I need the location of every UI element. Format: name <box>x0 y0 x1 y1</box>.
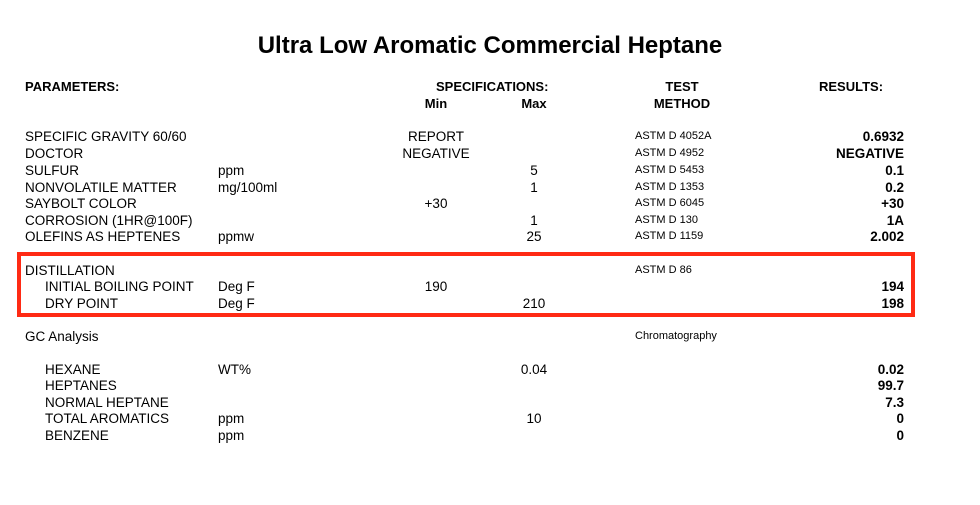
result-cell: +30 <box>881 196 904 211</box>
unit-cell: WT% <box>218 362 251 377</box>
row-saybolt-color <box>0 195 980 212</box>
spec-max-cell: 0.04 <box>520 362 548 377</box>
spec-max-cell: 25 <box>526 229 542 244</box>
header-results: RESULTS: <box>819 79 884 94</box>
row-gc-analysis <box>0 328 980 345</box>
header-specifications: SPECIFICATIONS: <box>436 79 549 94</box>
test-method-cell: ASTM D 4952 <box>635 147 705 159</box>
row-corrosion <box>0 212 980 229</box>
result-cell: 1A <box>886 213 904 228</box>
result-cell: 0 <box>896 411 904 426</box>
unit-cell: ppm <box>218 163 245 178</box>
spec-max-cell: 10 <box>526 411 542 426</box>
header-max: Max <box>521 96 547 111</box>
row-benzene <box>0 427 980 444</box>
parameter-name: SPECIFIC GRAVITY 60/60 <box>25 129 187 144</box>
spec-min-cell: +30 <box>424 196 448 211</box>
spec-min-cell: 190 <box>424 279 448 294</box>
parameter-name: TOTAL AROMATICS <box>45 411 170 426</box>
row-specific-gravity <box>0 128 980 145</box>
parameter-name: SULFUR <box>25 163 80 178</box>
parameter-name: NONVOLATILE MATTER <box>25 180 177 195</box>
distillation-highlight-box <box>17 252 915 317</box>
header-method: METHOD <box>653 96 711 111</box>
parameter-name: DRY POINT <box>45 296 119 311</box>
parameter-name: DISTILLATION <box>25 263 115 278</box>
parameter-name: NORMAL HEPTANE <box>45 395 169 410</box>
result-cell: 7.3 <box>885 395 904 410</box>
unit-cell: mg/100ml <box>218 180 278 195</box>
result-cell: 0.6932 <box>862 129 904 144</box>
row-hexane <box>0 361 980 378</box>
unit-cell: Deg F <box>218 279 255 294</box>
unit-cell: ppm <box>218 411 245 426</box>
spec-max-cell: 210 <box>522 296 546 311</box>
row-sulfur <box>0 162 980 179</box>
parameter-name: INITIAL BOILING POINT <box>45 279 194 294</box>
header-parameters: PARAMETERS: <box>25 79 120 94</box>
unit-cell: Deg F <box>218 296 255 311</box>
test-method-cell: ASTM D 6045 <box>635 197 705 209</box>
result-cell: 0.1 <box>885 163 904 178</box>
row-olefins <box>0 228 980 245</box>
result-cell: 0 <box>896 428 904 443</box>
test-method-cell: ASTM D 86 <box>635 264 692 276</box>
test-method-cell: ASTM D 130 <box>635 214 698 226</box>
parameter-name: HEPTANES <box>45 378 117 393</box>
header-min: Min <box>424 96 448 111</box>
row-doctor <box>0 145 980 162</box>
result-cell: 0.2 <box>885 180 904 195</box>
parameter-name: BENZENE <box>45 428 109 443</box>
document-title: Ultra Low Aromatic Commercial Heptane <box>257 32 723 59</box>
test-method-cell: ASTM D 5453 <box>635 164 705 176</box>
test-method-cell: Chromatography <box>635 330 717 342</box>
spec-max-cell: 1 <box>530 213 538 228</box>
parameter-name: HEXANE <box>45 362 101 377</box>
result-cell: NEGATIVE <box>835 146 904 161</box>
test-method-cell: ASTM D 1353 <box>635 181 705 193</box>
spec-max-cell: 5 <box>530 163 538 178</box>
result-cell: 0.02 <box>877 362 904 377</box>
row-total-aromatics <box>0 410 980 427</box>
parameter-name: OLEFINS AS HEPTENES <box>25 229 181 244</box>
unit-cell: ppmw <box>218 229 255 244</box>
spec-max-cell: 1 <box>530 180 538 195</box>
test-method-cell: ASTM D 4052A <box>635 130 712 142</box>
parameter-name: DOCTOR <box>25 146 84 161</box>
header-test: TEST <box>665 79 699 94</box>
unit-cell: ppm <box>218 428 245 443</box>
parameter-name: SAYBOLT COLOR <box>25 196 137 211</box>
parameter-name: GC Analysis <box>25 329 99 344</box>
row-normal-heptane <box>0 394 980 411</box>
parameter-name: CORROSION (1HR@100F) <box>25 213 193 228</box>
spec-min-cell: NEGATIVE <box>402 146 470 161</box>
spec-min-cell: REPORT <box>407 129 464 144</box>
result-cell: 194 <box>881 279 904 294</box>
result-cell: 99.7 <box>877 378 904 393</box>
result-cell: 198 <box>881 296 904 311</box>
test-method-cell: ASTM D 1159 <box>635 230 704 242</box>
row-heptanes <box>0 377 980 394</box>
row-nonvolatile-matter <box>0 179 980 196</box>
result-cell: 2.002 <box>870 229 904 244</box>
